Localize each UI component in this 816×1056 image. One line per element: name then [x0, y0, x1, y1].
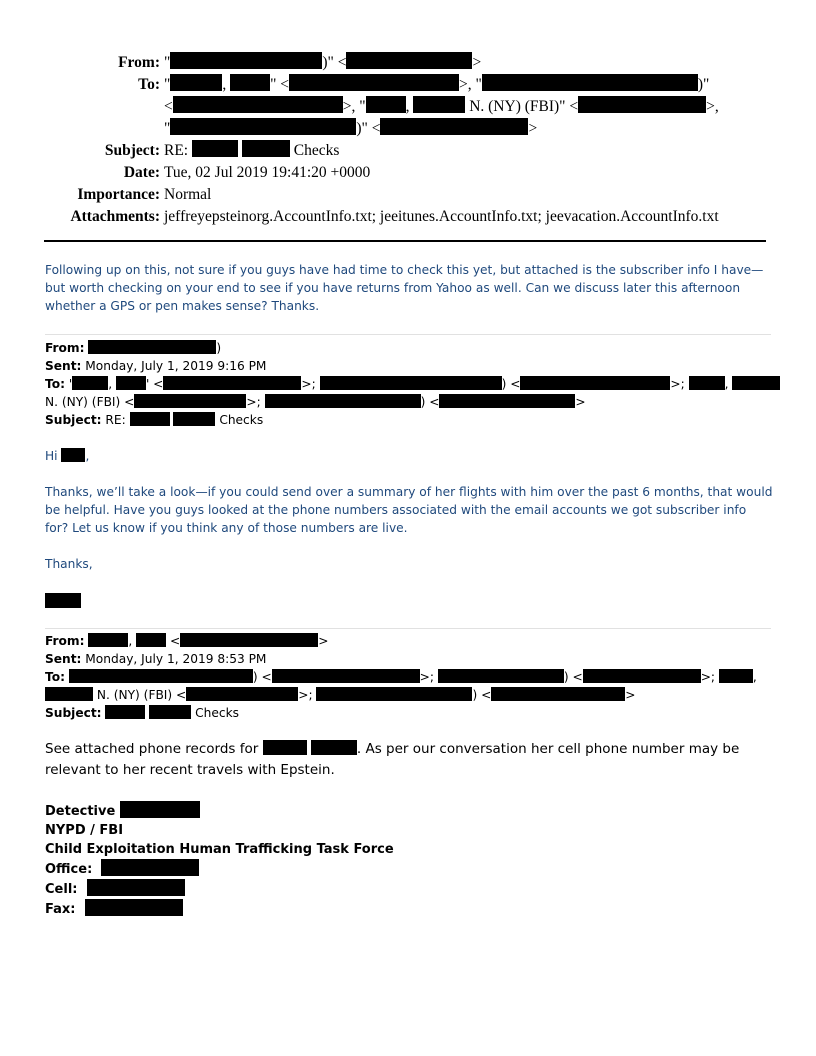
- redaction: [230, 74, 270, 91]
- quoted-message-1: [45, 339, 773, 429]
- header-from-value: " )" < >: [164, 54, 482, 71]
- quote2-body-text: See attached phone records for . As per our conversation her cell phone number may be relevant to her recent travels with Epstein.: [45, 741, 740, 778]
- redaction: [311, 740, 357, 755]
- quote2-subject-line: Subject: Checks: [45, 706, 240, 720]
- header-importance-value: Normal: [164, 186, 212, 203]
- redaction: [380, 118, 528, 135]
- redaction: [61, 448, 85, 462]
- quote1-greeting: Hi ,: [45, 449, 90, 463]
- signature-title: Detective: [45, 801, 773, 821]
- redaction: [136, 633, 166, 647]
- redaction: [101, 859, 199, 876]
- redaction: [163, 376, 301, 390]
- quote1-closing: Thanks,: [45, 557, 93, 571]
- redaction: [438, 669, 564, 683]
- redaction: [316, 687, 472, 701]
- redaction: [346, 52, 472, 69]
- signature-unit: Child Exploitation Human Trafficking Task Force: [45, 842, 394, 857]
- quote2-from-line: From: , < >: [45, 634, 329, 648]
- redaction: [116, 376, 146, 390]
- redaction: [87, 879, 185, 896]
- redaction: [45, 687, 93, 701]
- header-date-row: [44, 162, 774, 184]
- header-subject-row: [44, 140, 774, 162]
- redaction: [72, 376, 108, 390]
- quote1-to-line: To: ' , ' < >; ) < >; ,: [45, 375, 773, 393]
- header-to-value-3: " )" < >: [164, 120, 538, 137]
- redaction: [173, 412, 215, 426]
- redaction: [272, 669, 420, 683]
- quote1-sent-line: Sent: Monday, July 1, 2019 9:16 PM: [45, 359, 267, 373]
- redaction: [732, 376, 780, 390]
- header-to-value: " , " < >, " )": [164, 76, 710, 93]
- header-importance-row: [44, 184, 774, 206]
- email-header: [44, 52, 774, 228]
- header-divider: [44, 240, 766, 242]
- redaction: [170, 52, 322, 69]
- signature-org: NYPD / FBI: [45, 823, 124, 838]
- header-date-value: Tue, 02 Jul 2019 19:41:20 +0000: [164, 164, 371, 181]
- quote1-from-line: From: ): [45, 341, 222, 355]
- redaction: [289, 74, 459, 91]
- quote2-to-line-2: N. (NY) (FBI) < >; ) < >: [45, 686, 773, 704]
- quote2-sent-line: Sent: Monday, July 1, 2019 8:53 PM: [45, 652, 267, 666]
- redaction: [482, 74, 698, 91]
- redaction: [149, 705, 191, 719]
- header-importance-label: Importance:: [77, 186, 160, 203]
- first-message-text: Following up on this, not sure if you guys have had time to check this yet, but attached is the subscriber info I have—but worth checking on your end to see if you have returns from Yahoo as well. Can we discuss later this afternoon whether a GPS or pen makes sense? Thanks.: [45, 263, 764, 313]
- signature-office: Office:: [45, 859, 773, 879]
- header-to-label: To:: [138, 76, 160, 93]
- redaction: [69, 669, 253, 683]
- header-from-row: [44, 52, 774, 74]
- header-to-value-2: < >, " , N. (NY) (FBI)" < >,: [164, 98, 719, 115]
- redaction: [689, 376, 725, 390]
- redaction: [265, 394, 421, 408]
- header-to-fbi-text: N. (NY) (FBI)": [469, 98, 566, 115]
- redaction: [170, 118, 356, 135]
- quote1-to-line-2: N. (NY) (FBI) < >; ) < >: [45, 395, 586, 409]
- header-from-label: From:: [118, 54, 160, 71]
- quote-separator: [45, 628, 771, 629]
- redaction: [180, 633, 318, 647]
- redaction: [120, 801, 200, 818]
- header-attachments-label: Attachments:: [70, 208, 160, 225]
- quote1-subject-line: Subject: RE: Checks: [45, 413, 264, 427]
- header-subject-value: RE: Checks: [164, 142, 340, 159]
- header-attachments-row: [44, 206, 774, 228]
- redaction: [413, 96, 465, 113]
- redaction: [366, 96, 406, 113]
- redaction: [263, 740, 307, 755]
- redaction: [173, 96, 343, 113]
- signature-cell: Cell:: [45, 879, 773, 899]
- redaction: [130, 412, 170, 426]
- redaction: [85, 899, 183, 916]
- redaction: [320, 376, 502, 390]
- redaction: [45, 593, 81, 608]
- first-message: [45, 261, 773, 315]
- quote1-body-text: Thanks, we’ll take a look—if you could send over a summary of her flights with him over the past 6 months, that would be helpful. Have you guys looked at the phone numbers associated with the email accounts we got subscriber info for? Let us know if you think any of those numbers are live.: [45, 485, 773, 535]
- header-to-row-2: [44, 96, 774, 118]
- redaction: [192, 140, 238, 157]
- redaction: [719, 669, 753, 683]
- redaction: [242, 140, 290, 157]
- quote1-body: [45, 483, 773, 537]
- header-to-row-3: [44, 118, 774, 140]
- quote2-to-line: To: ) < >; ) < >; ,: [45, 670, 757, 684]
- redaction: [134, 394, 246, 408]
- quoted-message-2: [45, 632, 773, 722]
- redaction: [439, 394, 575, 408]
- redaction: [170, 74, 222, 91]
- header-to-row: [44, 74, 774, 96]
- redaction: [583, 669, 701, 683]
- redaction: [88, 633, 128, 647]
- signature-block: [45, 801, 773, 919]
- redaction: [520, 376, 670, 390]
- redaction: [578, 96, 706, 113]
- quote-separator: [45, 334, 771, 335]
- redaction: [88, 340, 216, 354]
- header-subject-label: Subject:: [104, 142, 160, 159]
- header-date-label: Date:: [123, 164, 160, 181]
- quote2-body: [45, 739, 745, 781]
- redaction: [105, 705, 145, 719]
- signature-fax: Fax:: [45, 899, 773, 919]
- redaction: [186, 687, 298, 701]
- redaction: [491, 687, 625, 701]
- header-attachments-value[interactable]: jeffreyepsteinorg.AccountInfo.txt; jeeitunes.AccountInfo.txt; jeevacation.AccountInfo.txt: [164, 208, 719, 225]
